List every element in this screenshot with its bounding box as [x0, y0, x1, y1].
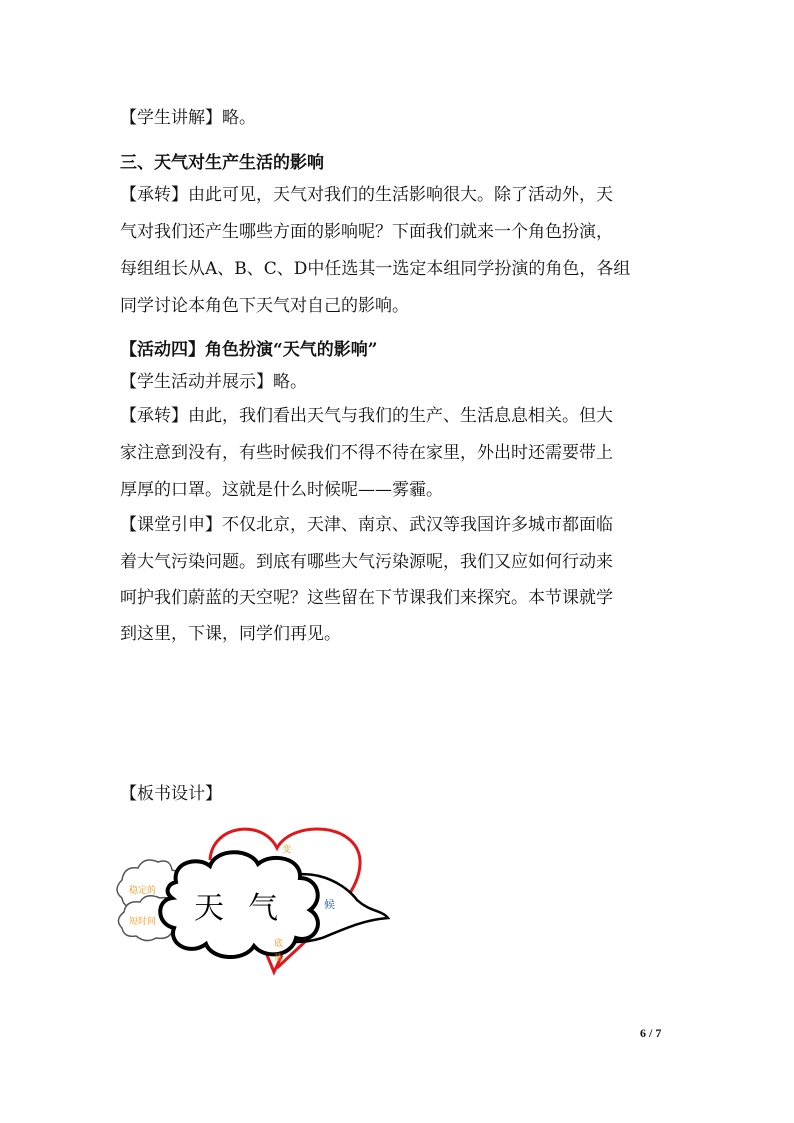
text-line-p13: 着大气污染问题。到底有哪些大气污染源呢，我们又应如何行动来 — [120, 552, 613, 572]
text-line-p03: 【承转】由此可见，天气对我们的生活影响很大。除了活动外，天 — [120, 185, 613, 205]
left-label-1: 稳定的 — [129, 886, 157, 896]
text-line-p12: 【课堂引申】不仅北京，天津、南京、武汉等我国许多城市都面临 — [120, 515, 613, 535]
text-line-p07: 【活动四】角色扮演“天气的影响” — [120, 340, 378, 360]
right-label: 候 — [324, 898, 335, 911]
text-line-p05: 每组组长从A、B、C、D中任选其一选定本组同学扮演的角色，各组 — [120, 259, 631, 279]
bottom-label-2: 量 — [274, 953, 282, 962]
page-number: 6 / 7 — [640, 1026, 662, 1040]
bottom-label-1: 底 — [274, 939, 284, 949]
text-line-p15: 到这里，下课，同学们再见。 — [120, 624, 341, 644]
text-line-p01: 【学生讲解】略。 — [120, 108, 256, 128]
text-line-p08: 【学生活动并展示】略。 — [120, 372, 307, 392]
text-line-p02: 三、天气对生产生活的影响 — [120, 153, 324, 173]
main-text-1: 天 — [194, 891, 224, 926]
top-label: 变 — [282, 845, 292, 855]
text-line-p11: 厚厚的口罩。这就是什么时候呢——雾霾。 — [120, 480, 443, 500]
text-line-p04: 气对我们还产生哪些方面的影响呢？下面我们就来一个角色扮演， — [120, 222, 613, 242]
main-text-2: 气 — [248, 891, 278, 926]
text-line-p16: 【板书设计】 — [120, 784, 222, 804]
left-label-2: 短时间 — [129, 917, 157, 927]
blackboard-design-diagram — [112, 820, 402, 985]
text-line-p09: 【承转】由此，我们看出天气与我们的生产、生活息息相关。但大 — [120, 406, 613, 426]
board-diagram-svg — [112, 820, 402, 985]
text-line-p10: 家注意到没有，有些时候我们不得不待在家里，外出时还需要带上 — [120, 443, 613, 463]
text-line-p06: 同学讨论本角色下天气对自己的影响。 — [120, 296, 409, 316]
main-cloud — [160, 852, 318, 957]
text-line-p14: 呵护我们蔚蓝的天空呢？这些留在下节课我们来探究。本节课就学 — [120, 588, 613, 608]
